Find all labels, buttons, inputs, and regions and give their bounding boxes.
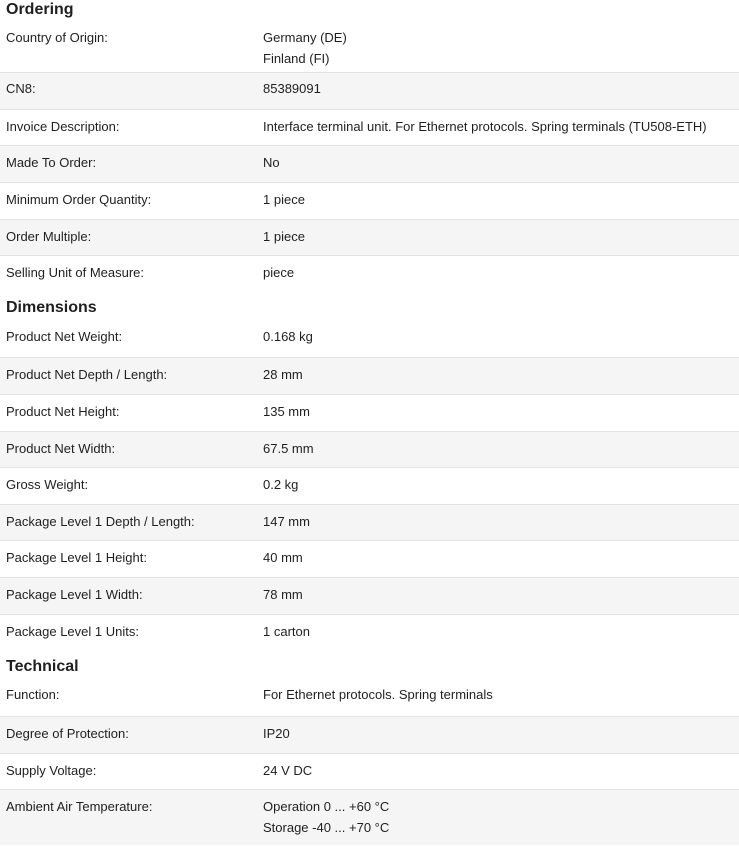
spec-label: Ambient Air Temperature: [6, 799, 153, 814]
spec-label: Package Level 1 Height: [6, 550, 147, 565]
spec-row-invoice-description [0, 110, 739, 146]
technical-table [0, 681, 739, 845]
spec-label: Degree of Protection: [6, 726, 129, 741]
spec-label: Product Net Height: [6, 404, 120, 419]
spec-label: Product Net Depth / Length: [6, 367, 168, 382]
spec-label: Made To Order: [6, 155, 97, 170]
ordering-table [0, 23, 739, 293]
spec-label: Country of Origin: [6, 30, 108, 45]
spec-value: 1 piece [263, 229, 305, 244]
spec-value: 147 mm [263, 514, 310, 529]
spec-label: Package Level 1 Width: [6, 587, 143, 602]
spec-label: Invoice Description: [6, 119, 120, 134]
spec-value: 78 mm [263, 587, 303, 602]
spec-value: 0.168 kg [263, 329, 313, 344]
spec-row-ambient-air-temperature [0, 790, 739, 845]
spec-row-product-net-width [0, 432, 739, 468]
spec-row-package-level-1-units [0, 615, 739, 651]
spec-value: 28 mm [263, 367, 303, 382]
spec-label: Order Multiple: [6, 229, 92, 244]
spec-label: Product Net Weight: [6, 329, 123, 344]
spec-value: Storage -40 ... +70 °C [263, 820, 390, 835]
spec-label: Gross Weight: [6, 477, 89, 492]
spec-value: IP20 [263, 726, 290, 741]
spec-value: Operation 0 ... +60 °C [263, 799, 390, 814]
spec-row-package-level-1-height [0, 541, 739, 578]
spec-value: 85389091 [263, 81, 321, 96]
spec-row-gross-weight [0, 468, 739, 505]
spec-value: 67.5 mm [263, 441, 314, 456]
spec-row-country-of-origin [0, 23, 739, 73]
spec-value: 40 mm [263, 550, 303, 565]
dimensions-table [0, 322, 739, 651]
spec-value: Interface terminal unit. For Ethernet protocols. Spring terminals (TU508-ETH) [263, 119, 707, 134]
spec-value: 24 V DC [263, 763, 313, 778]
spec-label: Function: [6, 687, 60, 702]
spec-row-package-level-1-width [0, 578, 739, 615]
spec-row-product-net-depth [0, 358, 739, 395]
spec-row-product-net-height [0, 395, 739, 432]
spec-label: Product Net Width: [6, 441, 116, 456]
spec-row-minimum-order-quantity [0, 183, 739, 220]
spec-row-cn8 [0, 73, 739, 110]
spec-label: Supply Voltage: [6, 763, 97, 778]
spec-value: piece [263, 265, 295, 280]
spec-value: 135 mm [263, 404, 310, 419]
spec-label: CN8: [6, 81, 36, 96]
spec-row-selling-unit-of-measure [0, 256, 739, 293]
spec-row-package-level-1-depth [0, 505, 739, 541]
spec-row-order-multiple [0, 220, 739, 256]
spec-value: 0.2 kg [263, 477, 299, 492]
spec-label: Package Level 1 Depth / Length: [6, 514, 195, 529]
spec-value: 1 piece [263, 192, 305, 207]
spec-value: 1 carton [263, 624, 310, 639]
spec-value: For Ethernet protocols. Spring terminals [263, 687, 493, 702]
section-title-ordering: Ordering [6, 1, 74, 18]
spec-row-supply-voltage [0, 754, 739, 790]
section-title-technical: Technical [6, 658, 79, 675]
spec-row-degree-of-protection [0, 717, 739, 754]
spec-label: Package Level 1 Units: [6, 624, 139, 639]
spec-value: No [263, 155, 280, 170]
spec-label: Selling Unit of Measure: [6, 265, 145, 280]
section-title-dimensions: Dimensions [6, 299, 97, 316]
spec-value: Finland (FI) [263, 51, 330, 66]
spec-row-function [0, 681, 739, 717]
spec-value: Germany (DE) [263, 30, 347, 45]
spec-label: Minimum Order Quantity: [6, 192, 152, 207]
spec-row-made-to-order [0, 146, 739, 183]
spec-row-product-net-weight [0, 322, 739, 358]
